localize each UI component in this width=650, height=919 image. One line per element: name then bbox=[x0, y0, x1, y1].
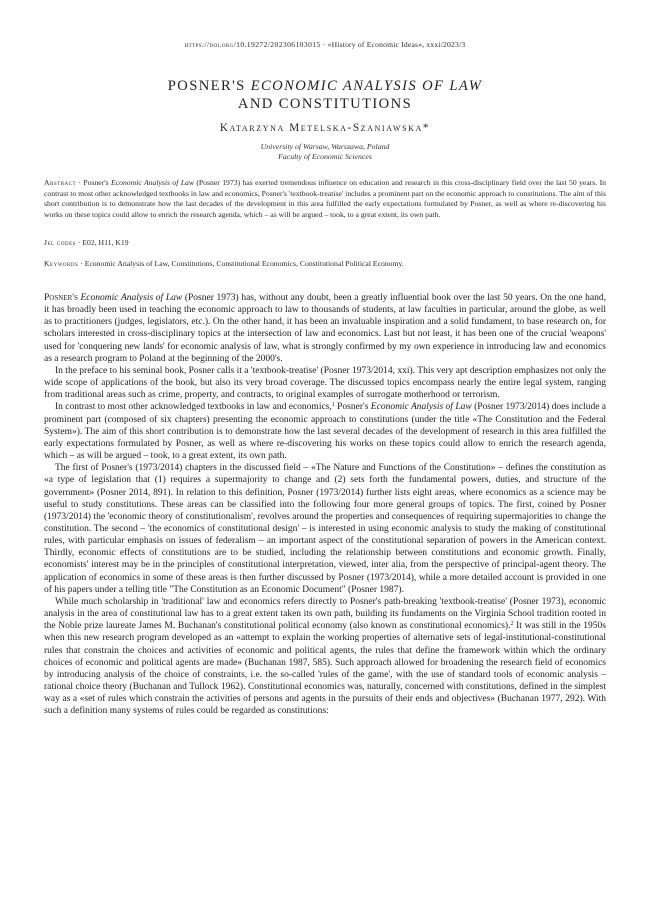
p5-text-a: While much scholarship in 'traditional' law and economics refers directly to Posner's path-breaking 'textbook-treatise' (Posner 1973), economic analysis in the area of constitutional law has to a great extent taken its own path, building its fundaments on the Virginia School tradition rooted in the Noble prize laureate James M. Buchanan's constitutional political economy (also known as constitutional economics). bbox=[44, 596, 606, 632]
p1-text: (Posner 1973) has, without any doubt, been a greatly influential book over the last 50 years. On the one hand, it has broadly been used in teaching the economic approach to law to thousands of students, at law faculties in particular, around the globe, as well as to practitioners (judges, legislators, etc.). On the other hand, it has been an invaluable inspiration and a solid fundament, to base research on, for scholars interested in cross-disciplinary topics at the intersection of law and economics. Last but not least, it has been one of the crucial 'weapons' used for 'conquering new lands' for economic analysis of law, what is strongly confirmed by my own experience in introducing law and economics as a research program to Poland at the beginning of the 2000's. bbox=[44, 293, 606, 364]
paragraph-1 bbox=[44, 292, 606, 365]
title-book: ECONOMIC ANALYSIS OF LAW bbox=[250, 78, 483, 94]
paragraph-5 bbox=[44, 596, 606, 718]
abstract bbox=[44, 178, 606, 221]
abstract-text: (Posner 1973) has exerted tremendous influence on education and research in this cross-disciplinary field over the last 50 years. In contrast to most other acknowledged textbooks in law and economics, Posner's 'textbook-treatise' includes a prominent part on the economic approach to constitutions. The aim of this short contribution is to demonstrate how the last decades of the development in this area fulfilled the early expectations formulated by Posner, as well as where re-discovering his works on these topics could allow to enrich the research agenda, which – as will be argued – took, to a great extent, its own path. bbox=[44, 178, 606, 220]
paragraph-4: The first of Posner's (1973/2014) chapters in the discussed field – «The Nature and Functions of the Constitution» – defines the constitution as «a type of legislation that (1) requires a supermajority to change and (2) sets forth the fundamental powers, duties, and structure of the government» (Posner 2014, 891). In relation to this definition, Posner (1973/2014) further lists eight areas, where economics as a science may be useful to study constitutions. These areas can be classified into the following four more general groups of topics. The first, coined by Posner (1973/2014) the 'economic theory of constitutionalism', revolves around the properties and consequences of requiring supermajorities to change the constitution. The second – 'the economics of constitutional design' – is interested in using economic analysis to study the making of constitutional rules, with particular emphasis on issues of federalism – an important aspect of the constitutional separation of powers in the American context. Thirdly, economic effects of constitutions are to be studied, including the relationship between constitutions and economic growth. Finally, economists' interest may be in the principles of constitutional interpretation, viewed, inter alia, from the perspective of principal-agent theory. The application of economics in some of these areas is then further discussed by Posner (1973/2014), while a more detailed account is provided in one of his papers under a telling title "The Constitution as an Economic Document" (Posner 1987). bbox=[44, 463, 606, 595]
title-line-1 bbox=[0, 78, 650, 96]
author-footnote-mark[interactable]: * bbox=[422, 122, 431, 134]
author-name bbox=[0, 122, 650, 134]
keywords-label: Keywords bbox=[44, 259, 79, 268]
abstract-lead: Posner's bbox=[83, 178, 112, 187]
p5-text-b: It was still in the 1950s when this new research program developed as an «attempt to explain the working properties of alternative sets of legal-institutional-constitutional rules that constrain the choices and activities of economic and political agents, the rules that define the framework within which the ordinary choices of economic and political agents are made» (Buchanan 1987, 585). Such approach allowed for broadening the research field of economics by introducing analysis of the choice of constraints, i.e. the so-called 'rules of the game', with the use of standard tools of economic analysis – rational choice theory (Buchanan and Tullock 1962). Constitutional economics was, naturally, concerned with constitutions, defined in the simplest way as a «set of rules which constrain the activities of persons and agents in the pursuits of their ends and objectives» (Buchanan 1977, 292). With such a definition many systems of rules could be regarded as constitutions: bbox=[44, 621, 607, 717]
abstract-sep: · bbox=[76, 178, 84, 187]
article-body bbox=[44, 292, 606, 717]
p3-text-b: Posner's bbox=[334, 402, 371, 413]
journal-citation: «History of Economic Ideas», xxxi/2023/3 bbox=[327, 40, 466, 49]
header-separator: · bbox=[320, 40, 328, 49]
abstract-label: Abstract bbox=[44, 178, 77, 187]
author-affiliation bbox=[0, 142, 650, 163]
author-text: Katarzyna Metelska-Szaniawska bbox=[219, 122, 423, 134]
p1-lead: Posner's bbox=[44, 293, 78, 303]
p1-book-title: Economic Analysis of Law bbox=[80, 293, 183, 303]
doi-link[interactable]: https://doi.org/10.19272/202306103015 bbox=[184, 40, 321, 49]
jel-sep: · bbox=[75, 238, 83, 247]
running-header bbox=[0, 40, 650, 49]
paragraph-2: In the preface to his seminal book, Posner calls it a 'textbook-treatise' (Posner 1973/2014, xxi). This very apt description emphasizes not only the wide scope of applications of the book, but also its very broad coverage. The discussed topics encompass nearly the entire legal system, ranging from traditional areas such as crime, property, and contracts, to original examples of surrogate motherhood or terrorism. bbox=[44, 365, 606, 401]
p3-text-a: In contrast to most other acknowledged textbooks in law and economics, bbox=[55, 402, 332, 413]
paragraph-3 bbox=[44, 401, 606, 462]
footnote-ref-2[interactable]: 2 bbox=[510, 621, 514, 628]
keywords-value: Economic Analysis of Law, Constitutions, Constitutional Economics, Constitutional Political Economy. bbox=[84, 259, 404, 268]
p3-book-title: Economic Analysis of Law bbox=[370, 402, 472, 413]
article-title bbox=[0, 78, 650, 113]
jel-label: Jel codes bbox=[44, 238, 76, 247]
keywords-sep: · bbox=[78, 259, 85, 268]
jel-value: E02, H11, K19 bbox=[82, 238, 129, 247]
p3-text-c: (Posner 1973/2014) does include a prominent part (composed of six chapters) presenting the economic approach to constitutions (under the title «The Constitution and the Federal System»). The aim of this short contribution is to demonstrate how the last several decades of the development of research in this area fulfilled the early expectations formulated by Posner, as well as where re-discovering his works on these topics could allow to enrich the research agenda, which – as will be argued – took, to a great extent, its own path. bbox=[44, 402, 606, 462]
keywords bbox=[44, 259, 606, 268]
jel-codes bbox=[44, 238, 606, 247]
title-line-2: AND CONSTITUTIONS bbox=[237, 95, 413, 112]
abstract-book-title: Economic Analysis of Law bbox=[111, 178, 194, 187]
affiliation-line-1: University of Warsaw, Warszawa, Poland bbox=[260, 142, 390, 151]
affiliation-line-2: Faculty of Economic Sciences bbox=[278, 152, 372, 162]
title-prefix: POSNER'S bbox=[167, 78, 251, 94]
footnote-ref-1[interactable]: 1 bbox=[331, 402, 335, 409]
